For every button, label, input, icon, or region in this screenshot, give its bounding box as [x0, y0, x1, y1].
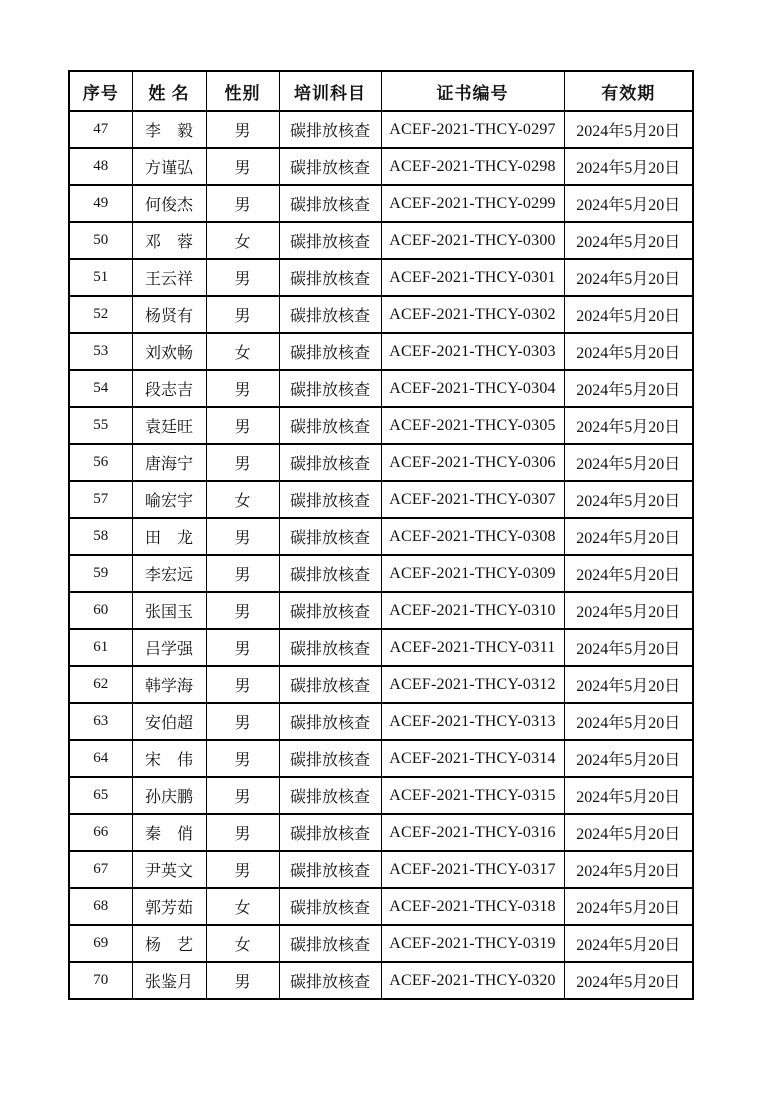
table-row [69, 666, 693, 703]
cell-gender: 男 [206, 666, 279, 703]
cell-name: 孙庆鹏 [132, 777, 206, 814]
cell-certificate-number: ACEF-2021-THCY-0314 [381, 740, 564, 777]
cell-certificate-number: ACEF-2021-THCY-0306 [381, 444, 564, 481]
cell-training-subject: 碳排放核查 [279, 259, 381, 296]
cell-validity-period: 2024年5月20日 [564, 629, 693, 666]
cell-certificate-number: ACEF-2021-THCY-0297 [381, 111, 564, 148]
cell-certificate-number: ACEF-2021-THCY-0305 [381, 407, 564, 444]
cell-certificate-number: ACEF-2021-THCY-0312 [381, 666, 564, 703]
cell-validity-period: 2024年5月20日 [564, 296, 693, 333]
cell-serial-number: 52 [69, 296, 132, 333]
cell-certificate-number: ACEF-2021-THCY-0318 [381, 888, 564, 925]
cell-gender: 男 [206, 555, 279, 592]
cell-serial-number: 64 [69, 740, 132, 777]
cell-training-subject: 碳排放核查 [279, 555, 381, 592]
cell-validity-period: 2024年5月20日 [564, 259, 693, 296]
cell-validity-period: 2024年5月20日 [564, 370, 693, 407]
cell-training-subject: 碳排放核查 [279, 666, 381, 703]
cell-training-subject: 碳排放核查 [279, 222, 381, 259]
cell-validity-period: 2024年5月20日 [564, 222, 693, 259]
cell-serial-number: 48 [69, 148, 132, 185]
table-row [69, 296, 693, 333]
cell-validity-period: 2024年5月20日 [564, 703, 693, 740]
cell-validity-period: 2024年5月20日 [564, 333, 693, 370]
cell-training-subject: 碳排放核查 [279, 185, 381, 222]
cell-training-subject: 碳排放核查 [279, 925, 381, 962]
table-row [69, 925, 693, 962]
cell-serial-number: 65 [69, 777, 132, 814]
cell-serial-number: 50 [69, 222, 132, 259]
cell-name: 杨贤有 [132, 296, 206, 333]
cell-serial-number: 62 [69, 666, 132, 703]
header-certificate-number: 证书编号 [381, 71, 564, 111]
cell-serial-number: 49 [69, 185, 132, 222]
cell-certificate-number: ACEF-2021-THCY-0313 [381, 703, 564, 740]
cell-serial-number: 53 [69, 333, 132, 370]
cell-certificate-number: ACEF-2021-THCY-0300 [381, 222, 564, 259]
cell-gender: 女 [206, 481, 279, 518]
cell-serial-number: 58 [69, 518, 132, 555]
cell-serial-number: 61 [69, 629, 132, 666]
cell-serial-number: 60 [69, 592, 132, 629]
header-serial-number: 序号 [69, 71, 132, 111]
cell-training-subject: 碳排放核查 [279, 851, 381, 888]
cell-name: 喻宏宇 [132, 481, 206, 518]
cell-name: 张国玉 [132, 592, 206, 629]
table-row [69, 185, 693, 222]
table-row [69, 111, 693, 148]
cell-validity-period: 2024年5月20日 [564, 888, 693, 925]
cell-name: 李 毅 [132, 111, 206, 148]
table-row [69, 740, 693, 777]
cell-serial-number: 56 [69, 444, 132, 481]
cell-serial-number: 63 [69, 703, 132, 740]
cell-name: 方谨弘 [132, 148, 206, 185]
cell-name: 安伯超 [132, 703, 206, 740]
cell-certificate-number: ACEF-2021-THCY-0315 [381, 777, 564, 814]
cell-gender: 男 [206, 592, 279, 629]
table-row [69, 629, 693, 666]
cell-gender: 男 [206, 629, 279, 666]
cell-name: 段志吉 [132, 370, 206, 407]
cell-gender: 男 [206, 185, 279, 222]
cell-gender: 女 [206, 925, 279, 962]
cell-validity-period: 2024年5月20日 [564, 814, 693, 851]
cell-validity-period: 2024年5月20日 [564, 851, 693, 888]
table-row [69, 481, 693, 518]
cell-gender: 男 [206, 814, 279, 851]
table-row [69, 777, 693, 814]
cell-gender: 男 [206, 703, 279, 740]
cell-certificate-number: ACEF-2021-THCY-0309 [381, 555, 564, 592]
table-row [69, 703, 693, 740]
cell-gender: 男 [206, 777, 279, 814]
cell-serial-number: 51 [69, 259, 132, 296]
cell-serial-number: 59 [69, 555, 132, 592]
cell-name: 吕学强 [132, 629, 206, 666]
table-body [69, 111, 693, 999]
cell-name: 田 龙 [132, 518, 206, 555]
cell-training-subject: 碳排放核查 [279, 777, 381, 814]
cell-training-subject: 碳排放核查 [279, 296, 381, 333]
cell-name: 袁廷旺 [132, 407, 206, 444]
cell-serial-number: 66 [69, 814, 132, 851]
cell-training-subject: 碳排放核查 [279, 407, 381, 444]
table-row [69, 444, 693, 481]
cell-certificate-number: ACEF-2021-THCY-0299 [381, 185, 564, 222]
table-row [69, 333, 693, 370]
table-row [69, 518, 693, 555]
cell-validity-period: 2024年5月20日 [564, 740, 693, 777]
cell-validity-period: 2024年5月20日 [564, 148, 693, 185]
cell-serial-number: 55 [69, 407, 132, 444]
cell-name: 李宏远 [132, 555, 206, 592]
cell-training-subject: 碳排放核查 [279, 629, 381, 666]
cell-validity-period: 2024年5月20日 [564, 185, 693, 222]
cell-validity-period: 2024年5月20日 [564, 666, 693, 703]
cell-name: 王云祥 [132, 259, 206, 296]
cell-training-subject: 碳排放核查 [279, 111, 381, 148]
cell-gender: 女 [206, 333, 279, 370]
cell-training-subject: 碳排放核查 [279, 740, 381, 777]
table-header [69, 71, 693, 111]
cell-gender: 男 [206, 296, 279, 333]
cell-gender: 男 [206, 370, 279, 407]
table-row [69, 555, 693, 592]
cell-serial-number: 47 [69, 111, 132, 148]
cell-validity-period: 2024年5月20日 [564, 962, 693, 999]
cell-gender: 男 [206, 851, 279, 888]
cell-certificate-number: ACEF-2021-THCY-0319 [381, 925, 564, 962]
cell-validity-period: 2024年5月20日 [564, 481, 693, 518]
cell-gender: 女 [206, 888, 279, 925]
table-row [69, 592, 693, 629]
cell-training-subject: 碳排放核查 [279, 592, 381, 629]
cell-serial-number: 69 [69, 925, 132, 962]
cell-name: 杨 艺 [132, 925, 206, 962]
cell-validity-period: 2024年5月20日 [564, 555, 693, 592]
table-row [69, 814, 693, 851]
table-row [69, 148, 693, 185]
header-training-subject: 培训科目 [279, 71, 381, 111]
header-name: 姓 名 [132, 71, 206, 111]
cell-serial-number: 54 [69, 370, 132, 407]
header-gender: 性别 [206, 71, 279, 111]
cell-gender: 女 [206, 222, 279, 259]
table-row [69, 407, 693, 444]
cell-validity-period: 2024年5月20日 [564, 925, 693, 962]
cell-name: 秦 俏 [132, 814, 206, 851]
cell-name: 刘欢畅 [132, 333, 206, 370]
cell-name: 何俊杰 [132, 185, 206, 222]
cell-certificate-number: ACEF-2021-THCY-0298 [381, 148, 564, 185]
cell-serial-number: 70 [69, 962, 132, 999]
cell-name: 张鉴月 [132, 962, 206, 999]
cell-certificate-number: ACEF-2021-THCY-0320 [381, 962, 564, 999]
cell-serial-number: 67 [69, 851, 132, 888]
cell-certificate-number: ACEF-2021-THCY-0310 [381, 592, 564, 629]
cell-certificate-number: ACEF-2021-THCY-0307 [381, 481, 564, 518]
certificate-table [68, 70, 694, 1000]
cell-certificate-number: ACEF-2021-THCY-0304 [381, 370, 564, 407]
cell-training-subject: 碳排放核查 [279, 962, 381, 999]
cell-name: 韩学海 [132, 666, 206, 703]
header-validity-period: 有效期 [564, 71, 693, 111]
cell-certificate-number: ACEF-2021-THCY-0311 [381, 629, 564, 666]
cell-certificate-number: ACEF-2021-THCY-0308 [381, 518, 564, 555]
cell-gender: 男 [206, 259, 279, 296]
cell-training-subject: 碳排放核查 [279, 814, 381, 851]
cell-training-subject: 碳排放核查 [279, 888, 381, 925]
cell-validity-period: 2024年5月20日 [564, 592, 693, 629]
cell-training-subject: 碳排放核查 [279, 148, 381, 185]
cell-training-subject: 碳排放核查 [279, 518, 381, 555]
cell-serial-number: 57 [69, 481, 132, 518]
cell-gender: 男 [206, 407, 279, 444]
cell-gender: 男 [206, 962, 279, 999]
cell-name: 尹英文 [132, 851, 206, 888]
cell-name: 唐海宁 [132, 444, 206, 481]
cell-certificate-number: ACEF-2021-THCY-0301 [381, 259, 564, 296]
cell-certificate-number: ACEF-2021-THCY-0316 [381, 814, 564, 851]
cell-certificate-number: ACEF-2021-THCY-0317 [381, 851, 564, 888]
cell-validity-period: 2024年5月20日 [564, 444, 693, 481]
cell-name: 郭芳茹 [132, 888, 206, 925]
cell-training-subject: 碳排放核查 [279, 370, 381, 407]
cell-certificate-number: ACEF-2021-THCY-0303 [381, 333, 564, 370]
table-row [69, 370, 693, 407]
cell-serial-number: 68 [69, 888, 132, 925]
cell-name: 宋 伟 [132, 740, 206, 777]
cell-validity-period: 2024年5月20日 [564, 407, 693, 444]
table-row [69, 962, 693, 999]
cell-gender: 男 [206, 444, 279, 481]
table-row [69, 222, 693, 259]
cell-certificate-number: ACEF-2021-THCY-0302 [381, 296, 564, 333]
cell-training-subject: 碳排放核查 [279, 703, 381, 740]
cell-validity-period: 2024年5月20日 [564, 111, 693, 148]
cell-training-subject: 碳排放核查 [279, 481, 381, 518]
cell-training-subject: 碳排放核查 [279, 333, 381, 370]
table-header-row [69, 71, 693, 111]
cell-training-subject: 碳排放核查 [279, 444, 381, 481]
cell-gender: 男 [206, 518, 279, 555]
cell-name: 邓 蓉 [132, 222, 206, 259]
cell-gender: 男 [206, 111, 279, 148]
table-row [69, 851, 693, 888]
table-row [69, 259, 693, 296]
table-row [69, 888, 693, 925]
cell-validity-period: 2024年5月20日 [564, 518, 693, 555]
cell-gender: 男 [206, 740, 279, 777]
cell-gender: 男 [206, 148, 279, 185]
cell-validity-period: 2024年5月20日 [564, 777, 693, 814]
